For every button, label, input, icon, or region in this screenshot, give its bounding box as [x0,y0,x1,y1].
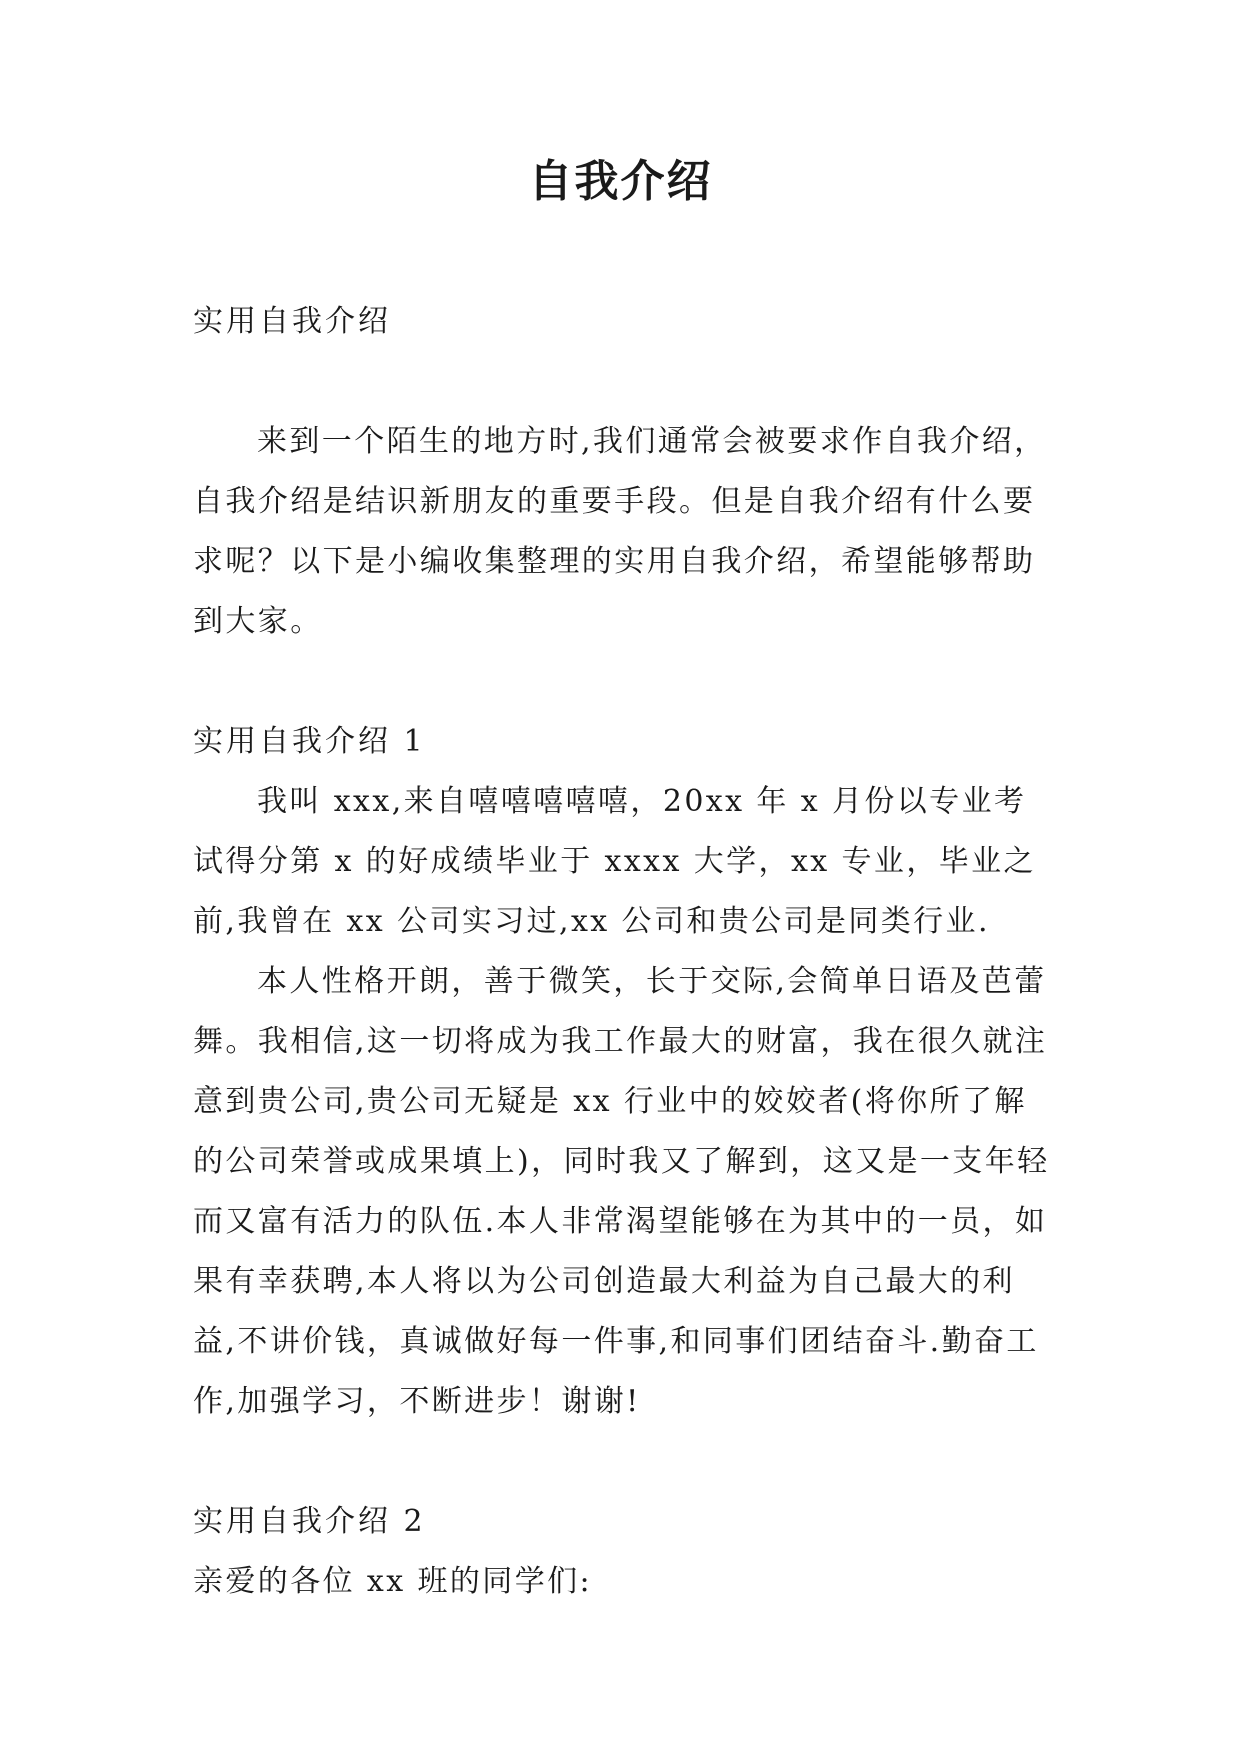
spacer [193,652,1055,712]
section-1-heading: 实用自我介绍 1 [193,724,426,759]
subtitle: 实用自我介绍 [193,304,391,339]
spacer [193,352,1055,412]
section-1-paragraph-1: 我叫 xxx,来自嘻嘻嘻嘻嘻，20xx 年 x 月份以专业考试得分第 x 的好成绩毕业于 xxxx 大学，xx 专业，毕业之前,我曾在 xx 公司实习过,xx 公司和贵公司是同类行业. [193,784,1036,939]
spacer [193,1432,1055,1492]
intro-paragraph: 来到一个陌生的地方时,我们通常会被要求作自我介绍，自我介绍是结识新朋友的重要手段。但是自我介绍有什么要求呢？以下是小编收集整理的实用自我介绍，希望能够帮助到大家。 [193,424,1047,639]
section-2-heading: 实用自我介绍 2 [193,1504,426,1539]
section-1-paragraph-2: 本人性格开朗，善于微笑，长于交际,会简单日语及芭蕾舞。我相信,这一切将成为我工作最大的财富，我在很久就注意到贵公司,贵公司无疑是 xx 行业中的姣姣者(将你所了解的公司荣誉或成果填上)，同时我又了解到，这又是一支年轻而又富有活力的队伍.本人非常渴望能够在为其中的一员，如果有幸获聘,本人将以为公司创造最大利益为自己最大的利益,不讲价钱，真诚做好每一件事,和同事们团结奋斗.勤奋工作,加强学习，不断进步！谢谢! [193,964,1050,1419]
document-body [193,292,1055,1612]
document-title: 自我介绍 [528,156,713,207]
section-2-greeting: 亲爱的各位 xx 班的同学们: [193,1564,593,1599]
